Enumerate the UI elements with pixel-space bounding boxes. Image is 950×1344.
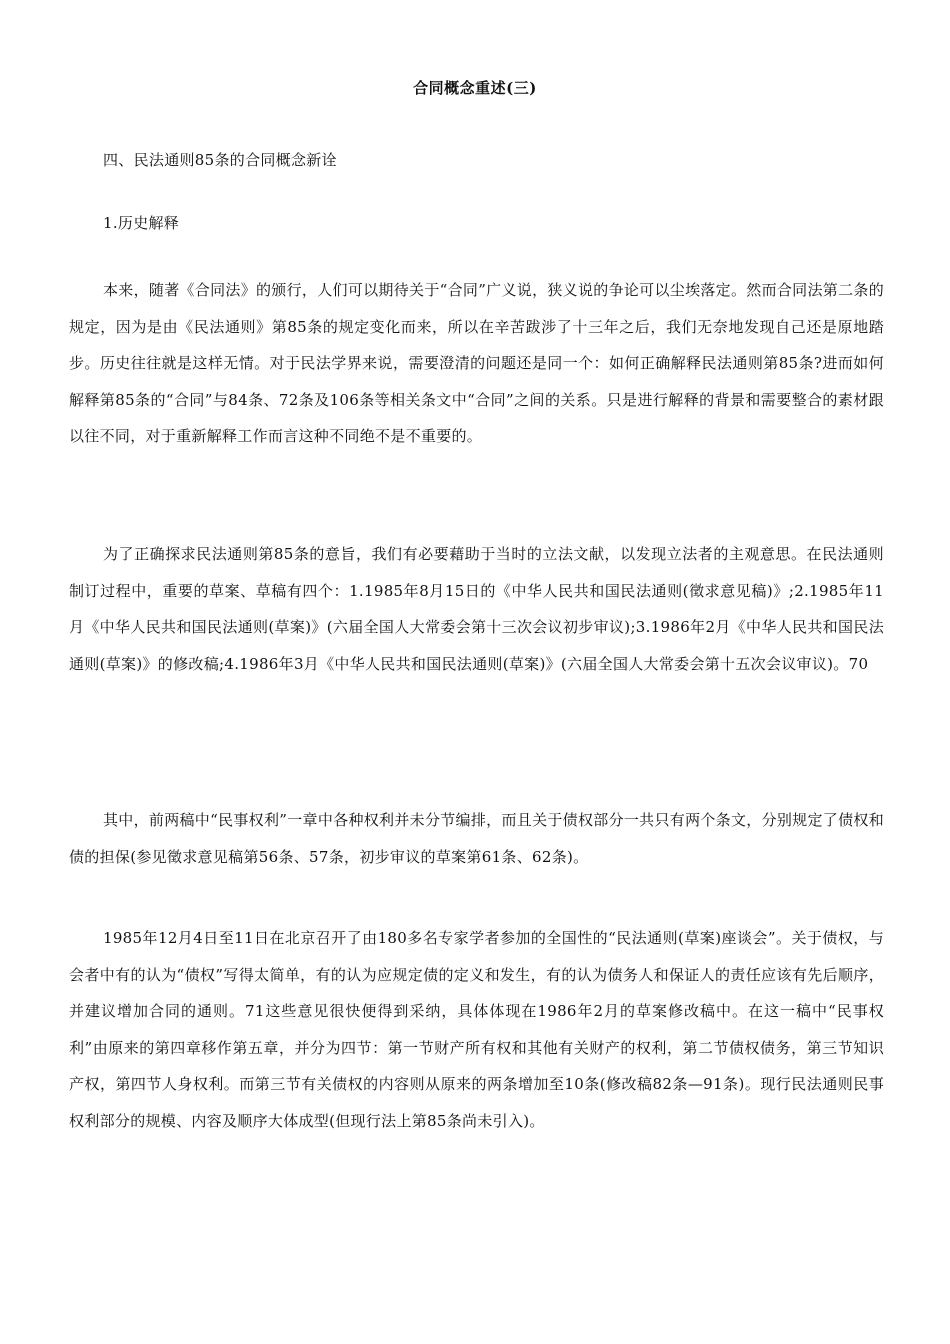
paragraph-1: 本来，随著《合同法》的颁行，人们可以期待关于“合同”广义说，狭义说的争论可以尘埃落定。然而合同法第二条的规定，因为是由《民法通则》第85条的规定变化而来，所以在辛苦跋涉了十三年之后，我们无奈地发现自己还是原地踏步。历史往往就是这样无情。对于民法学界来说，需要澄清的问题还是同一个：如何正确解释民法通则第85条?进而如何解释第85条的“合同”与84条、72条及106条等相关条文中“合同”之间的关系。只是进行解释的背景和需要整合的素材跟以往不同，对于重新解释工作而言这种不同绝不是不重要的。 [69, 281, 884, 445]
paragraph-2: 为了正确探求民法通则第85条的意旨，我们有必要藉助于当时的立法文献，以发现立法者的主观意思。在民法通则制订过程中，重要的草案、草稿有四个：1.1985年8月15日的《中华人民共和国民法通则(徵求意见稿)》;2.1985年11月《中华人民共和国民法通则(草案)》(六届全国人大常委会第十三次会议初步审议);3.1986年2月《中华人民共和国民法通则(草案)》的修改稿;4.1986年3月《中华人民共和国民法通则(草案)》(六届全国人大常委会第十五次会议审议)。70 [69, 545, 884, 673]
subsection-heading: 1.历史解释 [103, 214, 180, 232]
document-title: 合同概念重述(三) [413, 79, 537, 97]
section-heading: 四、民法通则85条的合同概念新诠 [103, 151, 337, 169]
paragraph-4: 1985年12月4日至11日在北京召开了由180多名专家学者参加的全国性的“民法通则(草案)座谈会”。关于债权，与会者中有的认为“债权”写得太简单，有的认为应规定债的定义和发生，有的认为债务人和保证人的责任应该有先后顺序，并建议增加合同的通则。71这些意见很快便得到采纳，具体体现在1986年2月的草案修改稿中。在这一稿中“民事权利”由原来的第四章移作第五章，并分为四节：第一节财产所有权和其他有关财产的权利，第二节债权债务，第三节知识产权，第四节人身权利。而第三节有关债权的内容则从原来的两条增加至10条(修改稿82条—91条)。现行民法通则民事权利部分的规模、内容及顺序大体成型(但现行法上第85条尚未引入)。 [69, 929, 884, 1130]
paragraph-3: 其中，前两稿中“民事权利”一章中各种权利并未分节编排，而且关于债权部分一共只有两个条文，分别规定了债权和债的担保(参见徵求意见稿第56条、57条，初步审议的草案第61条、62条)。 [69, 811, 884, 866]
